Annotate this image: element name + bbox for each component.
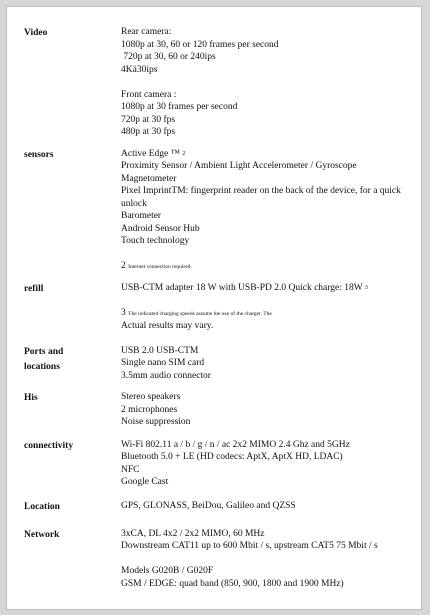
spec-line: Active Edge ™ $^2$ [121, 148, 186, 159]
spec-label-video: Video [24, 28, 48, 38]
spec-line: 720p at 30 fps [121, 114, 176, 125]
spec-line: Downstream CAT11 up to 600 Mbit / s, upstream CAT5 75 Mbit / s [121, 541, 378, 551]
spec-line: 1080p at 30 frames per second [121, 102, 238, 112]
spec-line: Actual results may vary. [121, 321, 214, 331]
spec-line: 3.5mm audio connector [121, 370, 211, 381]
spec-row-refill [24, 282, 414, 333]
spec-row-network [24, 528, 414, 591]
spec-line: 720p at 30, 60 or 240ips [121, 52, 216, 62]
spec-line: NFC [121, 464, 140, 475]
spec-line: 3xCA, DL 4x2 / 2x2 MIMO, 60 MHz [121, 528, 265, 539]
spec-line: Stereo speakers [121, 392, 181, 402]
spec-label-network: Network [24, 529, 60, 540]
spec-label-connectivity: connectivity [24, 440, 74, 451]
spec-label-ports: Ports and locations [24, 346, 64, 372]
spec-value-connectivity [121, 439, 414, 489]
spec-line: Proximity Sensor / Ambient Light Accelerometer / Gyroscope [121, 161, 357, 171]
footnote: 2 Internet connection required. [121, 261, 192, 271]
spec-label-location: Location [24, 501, 60, 512]
spec-row-sensors [24, 148, 414, 274]
spec-line: Android Sensor Hub [121, 223, 200, 234]
spec-line: Barometer [121, 211, 162, 221]
spec-line: Single nano SIM card [121, 358, 205, 368]
footnote: 3 The indicated charging speeds assume the use of the charger. The [121, 307, 272, 318]
spec-value-location [121, 500, 414, 515]
spec-line: Magnetometer [121, 173, 177, 184]
spec-table [24, 26, 414, 590]
footnote-marker: 3 [364, 284, 368, 291]
spec-line: Front camera : [121, 89, 177, 100]
spec-value-ports [121, 345, 414, 383]
spec-line: 480p at 30 fps [121, 127, 176, 137]
spec-label-his: His [24, 393, 38, 403]
footnote-marker: 2 [182, 150, 186, 157]
spec-row-his [24, 391, 414, 429]
spec-line: USB-CTM adapter 18 W with USB-PD 2.0 Quick charge: 18W $^3$ [121, 282, 368, 293]
spec-line: Google Cast [121, 477, 169, 487]
spec-value-sensors [121, 148, 414, 274]
spec-value-his [121, 391, 414, 429]
spec-line: GPS, GLONASS, BeiDou, Galileo and QZSS [121, 500, 296, 511]
spec-line: GSM / EDGE: quad band (850, 900, 1800 and 1900 MHz) [121, 578, 344, 589]
spec-line: Rear camera: [121, 27, 172, 37]
spec-row-connectivity [24, 439, 414, 489]
spec-row-ports [24, 345, 414, 383]
spec-line: USB 2.0 USB-CTM [121, 345, 199, 356]
spec-label-refill: refill [24, 283, 44, 294]
spec-row-location [24, 500, 414, 515]
spec-line: Pixel ImprintTM: fingerprint reader on the back of the device, for a quick unlock [121, 186, 401, 209]
spec-sheet-page [6, 6, 422, 610]
spec-line: 4Kä30ips [121, 64, 158, 75]
spec-row-video [24, 26, 414, 139]
spec-line: 2 microphones [121, 404, 178, 415]
spec-value-refill [121, 282, 414, 333]
spec-line: Noise suppression [121, 417, 191, 427]
spec-value-video [121, 26, 414, 139]
spec-line: Bluetooth 5.0 + LE (HD codecs: AptX, AptX HD, LDAC) [121, 452, 343, 462]
spec-value-network [121, 528, 414, 591]
spec-line: Touch technology [121, 236, 190, 246]
spec-line: 1080p at 30, 60 or 120 frames per second [121, 39, 279, 50]
spec-line: Models G020B / G020F [121, 566, 214, 576]
spec-label-sensors: sensors [24, 149, 54, 160]
spec-line: Wi-Fi 802.11 a / b / g / n / ac 2x2 MIMO 2.4 Ghz and 5GHz [121, 439, 350, 450]
